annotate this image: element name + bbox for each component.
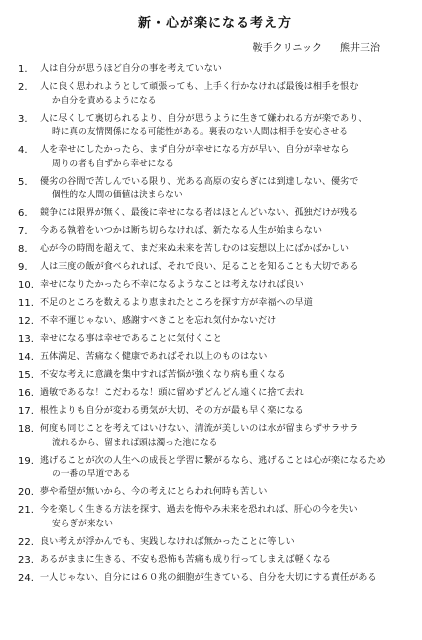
item-text-line: 競争には限界が無く、最後に幸せになる者はほとんどいない、孤独だけが残る — [40, 208, 359, 219]
list-item — [18, 63, 412, 77]
item-number: 23. — [18, 554, 34, 566]
item-text — [40, 207, 412, 221]
item-text — [40, 297, 412, 311]
item-text — [40, 423, 412, 450]
item-text-line: 不幸不運じゃない、感謝すべきことを忘れ気付かないだけ — [40, 316, 277, 327]
item-text-line: 幸せになる事は幸せであることに気付くこと — [40, 334, 222, 345]
item-text — [40, 176, 412, 203]
list-item — [18, 387, 412, 401]
item-text — [40, 455, 412, 482]
item-number: 1. — [18, 64, 28, 75]
item-text-line: 何度も同じことを考えてはいけない、清流が美しいのは水が留まらずサラサラ — [40, 424, 359, 435]
item-number: 24. — [18, 572, 34, 584]
list-item — [18, 315, 412, 329]
item-number: 7. — [18, 226, 28, 238]
item-text-line: 今ある執着をいつかは断ち切らなければ、新たなる人生が始まらない — [40, 226, 322, 237]
item-text — [40, 243, 412, 257]
item-text-line: 逃げることが次の人生への成長と学習に繋がるなら、逃げることは心が楽になるため — [40, 455, 386, 466]
item-text — [40, 572, 412, 586]
item-text — [40, 405, 412, 419]
item-text-line: 人は三度の飯が食べられれば、それで良い、足ることを知ることも大切である — [40, 262, 359, 273]
item-text — [40, 279, 412, 293]
item-number: 2. — [18, 81, 28, 93]
item-text — [40, 351, 412, 365]
item-text — [40, 63, 412, 77]
item-text-line: 時に真の友情関係になる可能性がある。裏表のない人間は相手を安心させる — [52, 127, 348, 138]
item-number: 22. — [18, 536, 34, 548]
list-item — [18, 243, 412, 257]
item-text-line: 過敏であるな！こだわるな！頭に留めずどんどん遠くに捨て去れ — [40, 388, 304, 399]
item-number: 9. — [18, 262, 28, 274]
item-text — [40, 144, 412, 171]
document-title: 新・心が楽になる考え方 — [137, 16, 292, 31]
list-item — [18, 455, 412, 482]
author-line — [18, 39, 380, 54]
list-item — [18, 486, 412, 500]
list-item — [18, 536, 412, 550]
item-text-line: 周りの者も自ずから幸せになる — [52, 158, 174, 169]
item-text-line: 人に良く思われようとして頑張っても、上手く行かなければ最後は相手を恨む — [40, 81, 359, 92]
list-item — [18, 369, 412, 383]
item-text — [40, 315, 412, 329]
list-item — [18, 351, 412, 365]
item-text-line: 五体満足、苦痛なく健康であればそれ以上のものはない — [40, 352, 268, 363]
item-number: 14. — [18, 352, 34, 364]
item-text-line: 夢や希望が無いから、今の考えにとらわれ何時も苦しい — [40, 487, 268, 498]
list-item — [18, 333, 412, 347]
item-text — [40, 261, 412, 275]
item-number: 8. — [18, 244, 28, 256]
list-item — [18, 504, 412, 531]
list-item — [18, 81, 412, 108]
list-item — [18, 279, 412, 293]
item-text-line: 不安な考えに意識を集中すれば苦悩が強くなり病も重くなる — [40, 370, 286, 381]
item-number: 19. — [18, 455, 34, 467]
item-number: 11. — [18, 298, 34, 310]
item-text-line: 流れるから、留まれば頭は濁った池になる — [52, 437, 218, 448]
item-number: 16. — [18, 388, 34, 400]
item-text-line: 人に尽くして裏切られるより、自分が思うように生きて嫌われる方が楽であり、 — [40, 113, 368, 124]
item-text-line: 心が今の時間を超えて、まだ来ぬ未来を苦しむのは妄想以上にばかばかしい — [40, 244, 350, 255]
item-number: 20. — [18, 487, 34, 499]
item-text-line: 幸せになりたかったら不幸になるようなことは考えなければ良い — [40, 280, 304, 291]
item-number: 13. — [18, 334, 34, 346]
item-number: 18. — [18, 424, 34, 436]
item-text — [40, 486, 412, 500]
list-item — [18, 554, 412, 568]
item-text — [40, 333, 412, 347]
item-text-line: 不足のところを数えるより恵まれたところを探す方が幸福への早道 — [40, 298, 313, 309]
item-text — [40, 225, 412, 239]
item-text — [40, 369, 412, 383]
list-item — [18, 144, 412, 171]
item-number: 15. — [18, 370, 34, 382]
item-text-line: 一人じゃない、自分には６０兆の細胞が生きている、自分を大切にする責任がある — [40, 572, 377, 583]
item-number: 17. — [18, 406, 34, 418]
list-item — [18, 297, 412, 311]
clinic-name: 鞍手クリニック — [252, 43, 322, 54]
item-number: 5. — [18, 176, 28, 188]
item-text-line: 今を楽しく生きる方法を探す、過去を悔やみ未来を恐れれば、肝心の今を失い — [40, 505, 358, 516]
list-item — [18, 225, 412, 239]
item-number: 4. — [18, 145, 28, 157]
item-text-line: か自分を責めるようになる — [52, 95, 157, 106]
item-text — [40, 504, 412, 531]
item-text-line: 個性的な人間の価値は決まらない — [52, 190, 183, 201]
item-text-line: 安らぎが来ない — [52, 518, 113, 529]
item-text-line: 根性よりも自分が変わる勇気が大切、その方が最も早く楽になる — [40, 406, 304, 417]
item-text-line: 良い考えが浮かんでも、実践しなければ無かったことに等しい — [40, 536, 295, 547]
item-text — [40, 81, 412, 108]
item-text — [40, 387, 412, 401]
item-text — [40, 536, 412, 550]
item-number: 21. — [18, 505, 34, 517]
item-number: 6. — [18, 208, 28, 220]
list-item — [18, 423, 412, 450]
item-text — [40, 113, 412, 140]
item-text — [40, 554, 412, 568]
item-number: 10. — [18, 280, 34, 292]
author-name: 熊井三治 — [340, 43, 380, 54]
item-text-line: 人は自分が思うほど自分の事を考えていない — [40, 64, 222, 74]
item-number: 12. — [18, 316, 34, 328]
principles-list — [18, 63, 412, 585]
item-text-line: あるがままに生きる、不安も恐怖も苦痛も成り行ってしまえば軽くなる — [40, 554, 332, 565]
item-number: 3. — [18, 113, 28, 125]
list-item — [18, 405, 412, 419]
list-item — [18, 207, 412, 221]
list-item — [18, 113, 412, 140]
list-item — [18, 176, 412, 203]
list-item — [18, 261, 412, 275]
item-text-line: 優劣の谷間で苦しんでいる限り、光ある高原の安らぎには到達しない、優劣で — [40, 176, 359, 187]
item-text-line: の一番の早道である — [52, 469, 131, 480]
list-item — [18, 572, 412, 586]
item-text-line: 人を幸せにしたかったら、まず自分が幸せになる方が早い、自分が幸せなら — [40, 145, 350, 156]
